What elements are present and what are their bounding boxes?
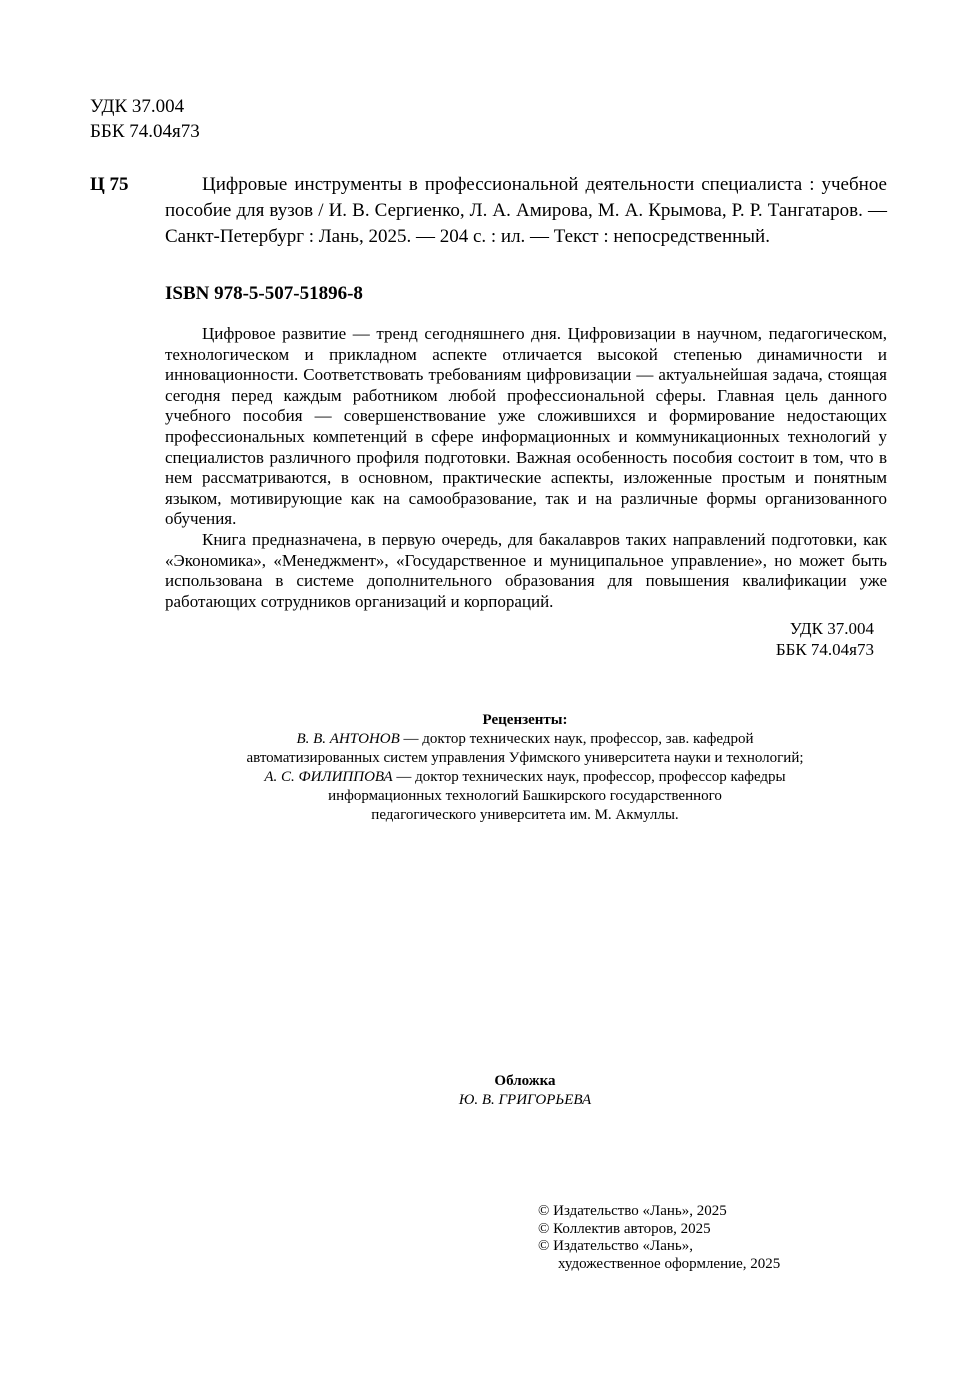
udk-code: УДК 37.004 xyxy=(90,96,185,117)
reviewer-2-line-3: педагогического университета им. М. Акмуллы. xyxy=(371,807,679,823)
reviewers-block xyxy=(100,711,950,825)
reviewer-1-name: В. В. АНТОНОВ xyxy=(296,731,400,747)
udk-code-2: УДК 37.004 xyxy=(789,619,874,638)
bbk-code-2: ББК 74.04я73 xyxy=(775,640,874,659)
reviewer-2-line-2: информационных технологий Башкирского государственного xyxy=(328,788,722,804)
classification-footer xyxy=(700,618,874,660)
reviewers-title: Рецензенты: xyxy=(482,712,568,728)
author-sign: Ц 75 xyxy=(90,174,129,195)
bibliographic-description xyxy=(165,172,887,250)
copyright-line-4: художественное оформление, 2025 xyxy=(558,1255,781,1272)
reviewer-2-name: А. С. ФИЛИППОВА xyxy=(264,769,393,785)
bibliographic-text: Цифровые инструменты в профессиональной деятельности специалиста : учебное пособие для вузов / И. В. Сергиенко, Л. А. Амирова, М. А. Крымова, Р. Р. Тангатаров. — Санкт-Петербург : Лань, 2025. — 204 с. : ил. — Текст : непосредственный. xyxy=(165,174,887,247)
reviewer-2-role: — доктор технических наук, профессор, профессор кафедры xyxy=(392,769,786,785)
abstract-paragraph-1: Цифровое развитие — тренд сегодняшнего дня. Цифровизации в научном, педагогическом, технологическом и прикладном аспекте отличается высокой степенью динамичности и инновационности. Соответствовать требованиям цифровизации — актуальнейшая задача, стоящая сегодня перед каждым работником любой профессиональной сферы. Главная цель данного учебного пособия — совершенствование уже сложившихся и формирование недостающих профессиональных компетенций в сфере информационных и коммуникационных технологий у специалистов различного профиля подготовки. Важная особенность пособия состоит в том, что в нем рассматриваются, в основном, практические аспекты, изложенные простым и понятным языком, мотивирующие как на самообразование, так и на различные формы организованного обучения. xyxy=(165,324,887,529)
copyright-line-3: © Издательство «Лань», xyxy=(538,1238,693,1254)
cover-title: Обложка xyxy=(494,1073,556,1089)
reviewer-2-line-1 xyxy=(100,768,950,787)
isbn: ISBN 978-5-507-51896-8 xyxy=(165,283,363,304)
abstract xyxy=(165,324,887,612)
cover-designer-name: Ю. В. ГРИГОРЬЕВА xyxy=(458,1092,592,1108)
bbk-code: ББК 74.04я73 xyxy=(90,121,200,142)
reviewer-1-line-2: автоматизированных систем управления Уфимского университета науки и технологий; xyxy=(246,750,804,766)
cover-designer xyxy=(100,1091,950,1110)
reviewer-1-role: — доктор технических наук, профессор, зав. кафедрой xyxy=(399,731,754,747)
reviewer-1-line-1 xyxy=(100,730,950,749)
copyright-line-2: © Коллектив авторов, 2025 xyxy=(538,1220,711,1237)
abstract-paragraph-2: Книга предназначена, в первую очередь, для бакалавров таких направлений подготовки, как «Экономика», «Менеджмент», «Государственное и муниципальное управление», но может быть использована в системе дополнительного образования для повышения квалификации уже работающих сотрудников организаций и корпораций. xyxy=(165,529,887,611)
copyright-line-1: © Издательство «Лань», 2025 xyxy=(538,1203,727,1219)
copyright-block xyxy=(538,1203,780,1273)
classification-header xyxy=(90,94,200,144)
cover-credit xyxy=(100,1072,950,1110)
